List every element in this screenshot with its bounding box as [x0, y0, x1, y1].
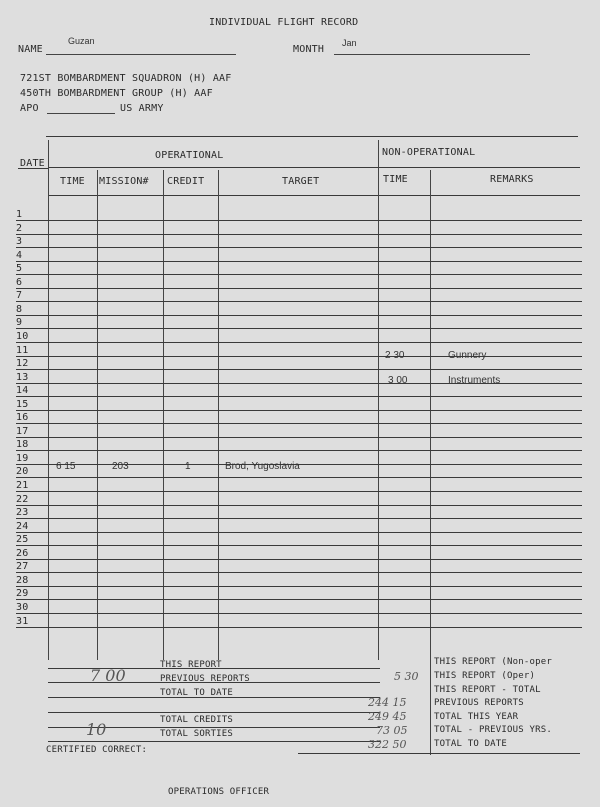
- name-underline: [46, 54, 236, 55]
- day-number: 20: [16, 466, 29, 478]
- right-total-to-date: TOTAL TO DATE: [434, 739, 508, 749]
- month-label: MONTH: [293, 44, 325, 55]
- col-time: TIME: [60, 176, 85, 187]
- day-number: 25: [16, 534, 29, 546]
- apo-army: US ARMY: [120, 103, 164, 114]
- day19-time: 6 15: [56, 461, 76, 472]
- table-row-rule: [16, 288, 582, 289]
- table-row-rule: [16, 491, 582, 492]
- summary-right-bottom-rule: [298, 753, 580, 754]
- squadron-line: 721ST BOMBARDMENT SQUADRON (H) AAF: [20, 73, 232, 84]
- apo-label: APO: [20, 103, 39, 114]
- month-value: Jan: [342, 38, 357, 48]
- right-previous-reports: PREVIOUS REPORTS: [434, 698, 524, 708]
- table-row-rule: [16, 328, 582, 329]
- apo-blank: [47, 113, 115, 114]
- day-number: 15: [16, 398, 29, 410]
- column-header-bottom-rule: [48, 195, 580, 196]
- hw-right-year: 249 45: [368, 710, 407, 723]
- right-total-previous-yrs: TOTAL - PREVIOUS YRS.: [434, 725, 552, 735]
- non-operational-header: NON-OPERATIONAL: [382, 147, 476, 158]
- table-row-rule: [16, 356, 582, 357]
- day13-remarks: Instruments: [448, 375, 501, 386]
- table-row-rule: [16, 396, 582, 397]
- day13-nonop-time: 3 00: [388, 375, 408, 386]
- table-row-rule: [16, 274, 582, 275]
- total-credits-label: TOTAL CREDITS: [160, 715, 234, 725]
- table-row-rule: [16, 518, 582, 519]
- day-number: 27: [16, 561, 29, 573]
- col-rule-date: [48, 140, 49, 660]
- day-number: 16: [16, 412, 29, 424]
- day-number: 1: [16, 209, 23, 220]
- table-row-rule: [16, 423, 582, 424]
- nonop-underline: [378, 167, 580, 168]
- day-number: 22: [16, 493, 29, 505]
- month-underline: [334, 54, 530, 55]
- hw-total-sorties: 10: [86, 720, 107, 739]
- hw-previous-reports: 7 00: [90, 666, 126, 685]
- name-value: Guzan: [68, 36, 95, 46]
- record-title: INDIVIDUAL FLIGHT RECORD: [209, 17, 359, 28]
- day-number: 3: [16, 236, 23, 248]
- hw-right-prev-yrs: 73 05: [376, 724, 408, 737]
- this-report-label: THIS REPORT: [160, 660, 222, 670]
- operational-underline: [48, 167, 378, 168]
- day-number: 17: [16, 425, 29, 437]
- right-this-report-nonop: THIS REPORT (Non-oper: [434, 657, 552, 667]
- operations-officer-label: OPERATIONS OFFICER: [168, 787, 270, 797]
- table-row-rule: [16, 477, 582, 478]
- table-row-rule: [16, 627, 582, 628]
- table-row-rule: [16, 572, 582, 573]
- day-number: 6: [16, 276, 23, 288]
- table-row-rule: [16, 505, 582, 506]
- day-number: 30: [16, 601, 29, 613]
- col-credit: CREDIT: [167, 176, 205, 187]
- day-number: 10: [16, 330, 29, 342]
- day-number: 26: [16, 547, 29, 559]
- table-top-rule: [46, 136, 578, 137]
- col-nonop-time: TIME: [383, 174, 408, 185]
- table-row-rule: [16, 450, 582, 451]
- col-target: TARGET: [282, 176, 320, 187]
- table-row-rule: [16, 599, 582, 600]
- day-number: 11: [16, 344, 29, 356]
- certified-correct-label: CERTIFIED CORRECT:: [46, 745, 148, 755]
- day19-mission: 203: [112, 461, 129, 472]
- day-number: 29: [16, 588, 29, 600]
- name-label: NAME: [18, 44, 43, 55]
- summary-rule-4: [48, 712, 380, 713]
- date-header: DATE: [20, 158, 45, 169]
- day-number: 4: [16, 249, 23, 261]
- group-line: 450TH BOMBARDMENT GROUP (H) AAF: [20, 88, 213, 99]
- table-row-rule: [16, 247, 582, 248]
- right-total-this-year: TOTAL THIS YEAR: [434, 712, 519, 722]
- col-mission: MISSION#: [99, 176, 149, 187]
- day-number: 9: [16, 317, 23, 329]
- total-sorties-label: TOTAL SORTIES: [160, 729, 234, 739]
- day-number: 2: [16, 222, 23, 234]
- table-row-rule: [16, 315, 582, 316]
- summary-right-rule: [430, 655, 431, 755]
- day-number: 12: [16, 358, 29, 370]
- hw-right-oper: 5 30: [394, 670, 419, 683]
- right-this-report-total: THIS REPORT - TOTAL: [434, 685, 541, 695]
- col-remarks: REMARKS: [490, 174, 534, 185]
- day-number: 5: [16, 263, 23, 275]
- day-number: 24: [16, 520, 29, 532]
- day-number: 23: [16, 507, 29, 519]
- day-number: 19: [16, 452, 29, 464]
- total-to-date-label: TOTAL TO DATE: [160, 688, 234, 698]
- hw-right-to-date: 322 50: [368, 738, 407, 751]
- day19-credit: 1: [185, 461, 191, 472]
- summary-rule-6: [48, 741, 380, 742]
- operational-header: OPERATIONAL: [155, 150, 224, 161]
- table-row-rule: [16, 559, 582, 560]
- col-rule-target: [378, 140, 379, 660]
- day11-nonop-time: 2 30: [385, 350, 405, 361]
- table-row-rule: [16, 586, 582, 587]
- day-number: 8: [16, 303, 23, 315]
- day-number: 7: [16, 290, 23, 302]
- day-number: 18: [16, 439, 29, 451]
- day11-remarks: Gunnery: [448, 350, 487, 361]
- table-row-rule: [16, 545, 582, 546]
- table-row-rule: [16, 342, 582, 343]
- day-number: 21: [16, 480, 29, 491]
- table-row-rule: [16, 369, 582, 370]
- table-row-rule: [16, 532, 582, 533]
- table-row-rule: [16, 261, 582, 262]
- day-number: 28: [16, 574, 29, 586]
- table-row-rule: [16, 301, 582, 302]
- table-row-rule: [16, 220, 582, 221]
- table-row-rule: [16, 437, 582, 438]
- day19-target: Brod, Yugoslavia: [225, 461, 300, 472]
- day-number: 14: [16, 385, 29, 397]
- hw-right-prev: 244 15: [368, 696, 407, 709]
- table-row-rule: [16, 410, 582, 411]
- table-row-rule: [16, 234, 582, 235]
- right-this-report-oper: THIS REPORT (Oper): [434, 671, 536, 681]
- table-row-rule: [16, 613, 582, 614]
- day-number: 13: [16, 371, 29, 383]
- day-number: 31: [16, 615, 29, 627]
- previous-reports-label: PREVIOUS REPORTS: [160, 674, 250, 684]
